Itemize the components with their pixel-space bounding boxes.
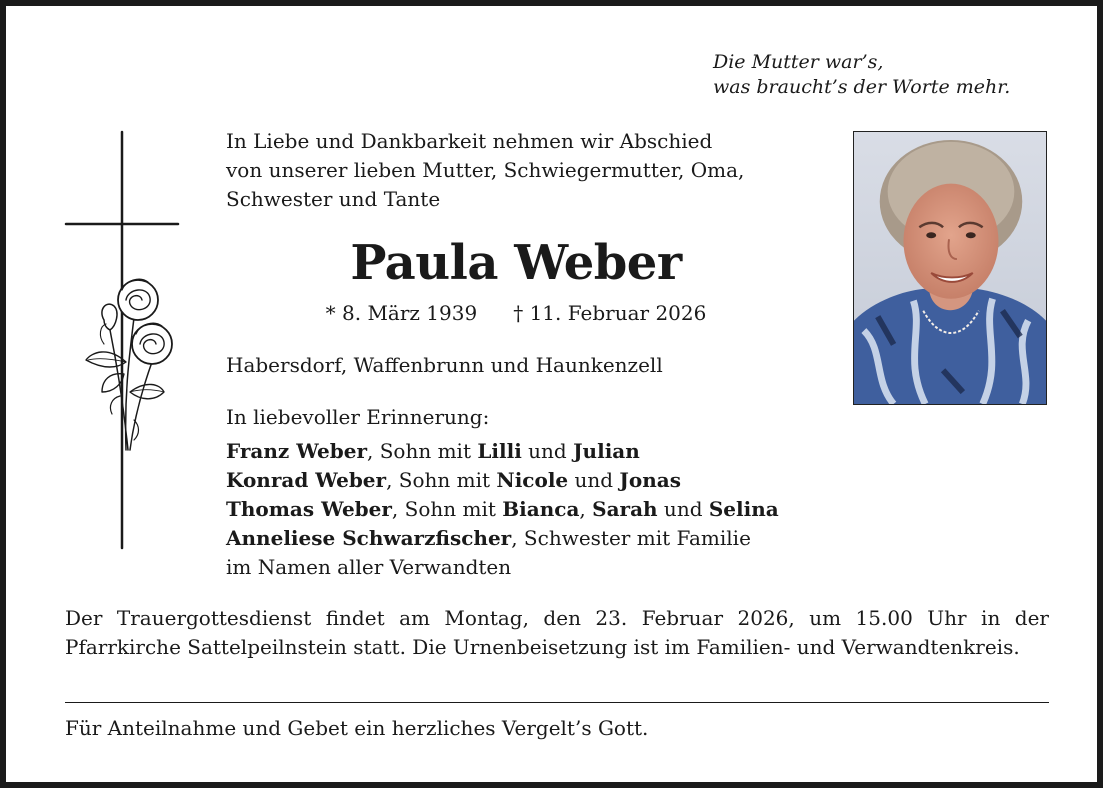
mourner-name: Selina <box>708 497 779 521</box>
mourner-name: Bianca <box>502 497 580 521</box>
mourner-name: Anneliese Schwarzfischer <box>226 526 512 550</box>
deceased-name: Paula Weber <box>350 235 682 291</box>
mourner-name: Jonas <box>619 468 681 492</box>
portrait-photo <box>853 131 1047 405</box>
mourner-item <box>226 495 779 524</box>
intro-line-3: Schwester und Tante <box>226 187 441 211</box>
mourner-text: , Schwester mit Familie <box>511 526 751 550</box>
mourner-item <box>226 437 779 466</box>
birth-date: * 8. März 1939 <box>325 301 478 325</box>
service-text: Der Trauergottesdienst findet am Montag, den 23. Februar 2026, um 15.00 Uhr in der Pfarrkirche Sattelpeilnstein statt. Die Urnenbeisetzung ist im Familien- und Verwandtenkreis. <box>65 606 1049 659</box>
mourner-text: und <box>568 468 620 492</box>
mourner-text: und <box>657 497 709 521</box>
mourner-name: Julian <box>573 439 640 463</box>
mourner-name: Lilli <box>477 439 522 463</box>
intro-line-2: von unserer lieben Mutter, Schwiegermutter, Oma, <box>226 158 745 182</box>
motto-line-2: was braucht’s der Worte mehr. <box>713 76 1011 98</box>
mourner-name: Nicole <box>496 468 569 492</box>
motto <box>713 50 1010 100</box>
mourner-name: Sarah <box>592 497 658 521</box>
cross-with-roses-icon <box>64 130 180 550</box>
mourner-item <box>226 524 779 553</box>
mourner-name: Konrad Weber <box>226 468 387 492</box>
places: Habersdorf, Waffenbrunn und Haunkenzell <box>226 353 663 377</box>
mourner-text: und <box>521 439 574 463</box>
divider <box>65 702 1049 703</box>
life-dates <box>226 299 806 328</box>
mourner-closing: im Namen aller Verwandten <box>226 555 512 579</box>
memory-heading: In liebevoller Erinnerung: <box>226 405 490 429</box>
thanks-text: Für Anteilnahme und Gebet ein herzliches Vergelt’s Gott. <box>65 716 649 740</box>
mourner-item <box>226 466 779 495</box>
mourner-name: Franz Weber <box>226 439 368 463</box>
death-date: † 11. Februar 2026 <box>513 301 707 325</box>
mourner-name: Thomas Weber <box>226 497 392 521</box>
intro-line-1: In Liebe und Dankbarkeit nehmen wir Abschied <box>226 129 713 153</box>
intro-text <box>226 127 744 214</box>
mourner-text: , <box>579 497 593 521</box>
mourner-text: , Sohn mit <box>391 497 503 521</box>
mourner-list <box>226 437 779 582</box>
motto-line-1: Die Mutter war’s, <box>713 51 884 73</box>
mourner-text: , Sohn mit <box>386 468 497 492</box>
mourner-text: , Sohn mit <box>367 439 478 463</box>
